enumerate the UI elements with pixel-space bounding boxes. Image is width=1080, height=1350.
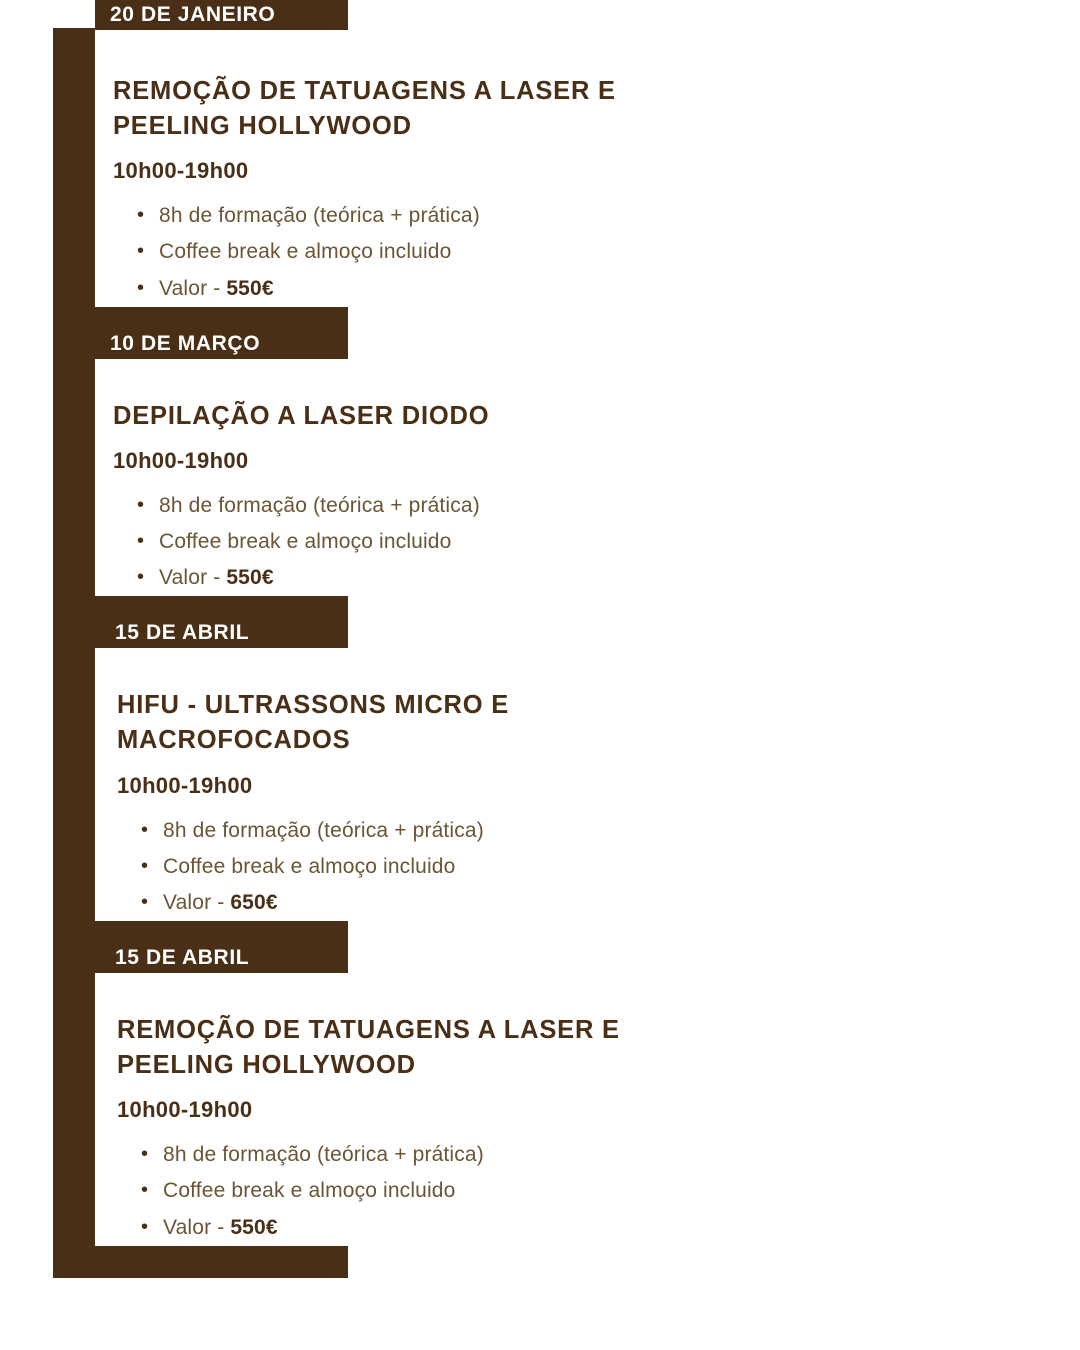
list-item	[163, 813, 1080, 849]
list-item	[163, 885, 1080, 921]
list-item	[159, 271, 1080, 307]
price-value: 550€	[226, 566, 274, 590]
price-value: 650€	[230, 890, 278, 914]
event-date-badge: 20 DE JANEIRO	[95, 0, 348, 30]
event-time: 10h00-19h00	[117, 1097, 253, 1123]
list-item-text: Coffee break e almoço incluido	[163, 854, 456, 878]
list-item	[159, 524, 1080, 560]
event-details-list	[117, 1137, 1080, 1245]
list-item	[159, 488, 1080, 524]
event-details-list	[113, 198, 1080, 306]
list-item-text: Coffee break e almoço incluido	[163, 1179, 456, 1203]
event-details-list	[117, 813, 1080, 921]
event-time: 10h00-19h00	[117, 772, 253, 798]
list-item	[159, 560, 1080, 596]
list-item	[163, 1173, 1080, 1209]
event-card	[95, 359, 1080, 597]
list-item-text: 8h de formação (teórica + prática)	[163, 1143, 484, 1167]
event-time: 10h00-19h00	[113, 447, 249, 473]
schedule-event	[95, 618, 1080, 921]
list-item	[163, 849, 1080, 885]
event-card	[95, 648, 1080, 921]
event-time: 10h00-19h00	[113, 158, 249, 184]
schedule-event	[95, 0, 1080, 307]
list-item-text: Valor -	[163, 890, 231, 914]
price-value: 550€	[226, 276, 274, 300]
event-title: DEPILAÇÃO A LASER DIODO	[113, 401, 490, 430]
list-item-text: 8h de formação (teórica + prática)	[159, 204, 480, 228]
price-value: 550€	[230, 1215, 278, 1239]
schedule-event	[95, 329, 1080, 597]
list-item	[163, 1137, 1080, 1173]
list-item	[159, 198, 1080, 234]
event-title: REMOÇÃO DE TATUAGENS A LASER E PEELING HOLLYWOOD	[117, 1015, 620, 1080]
schedule-list	[95, 0, 1080, 1268]
list-item-text: Valor -	[159, 566, 227, 590]
list-item-text: Valor -	[163, 1215, 231, 1239]
event-card	[95, 973, 1080, 1246]
event-date-badge: 15 DE ABRIL	[95, 618, 348, 648]
schedule-event	[95, 943, 1080, 1246]
event-date-badge: 10 DE MARÇO	[95, 329, 348, 359]
list-item-text: Coffee break e almoço incluido	[159, 240, 452, 264]
event-title: HIFU - ULTRASSONS MICRO E MACROFOCADOS	[117, 691, 510, 755]
list-item	[163, 1210, 1080, 1246]
list-item	[159, 234, 1080, 270]
event-date-badge: 15 DE ABRIL	[95, 943, 348, 973]
list-item-text: Valor -	[159, 276, 227, 300]
list-item-text: 8h de formação (teórica + prática)	[159, 493, 480, 517]
event-title: REMOÇÃO DE TATUAGENS A LASER E PEELING HOLLYWOOD	[113, 77, 616, 141]
list-item-text: 8h de formação (teórica + prática)	[163, 818, 484, 842]
event-card	[95, 30, 1080, 307]
list-item-text: Coffee break e almoço incluido	[159, 530, 452, 553]
event-details-list	[113, 488, 1080, 596]
